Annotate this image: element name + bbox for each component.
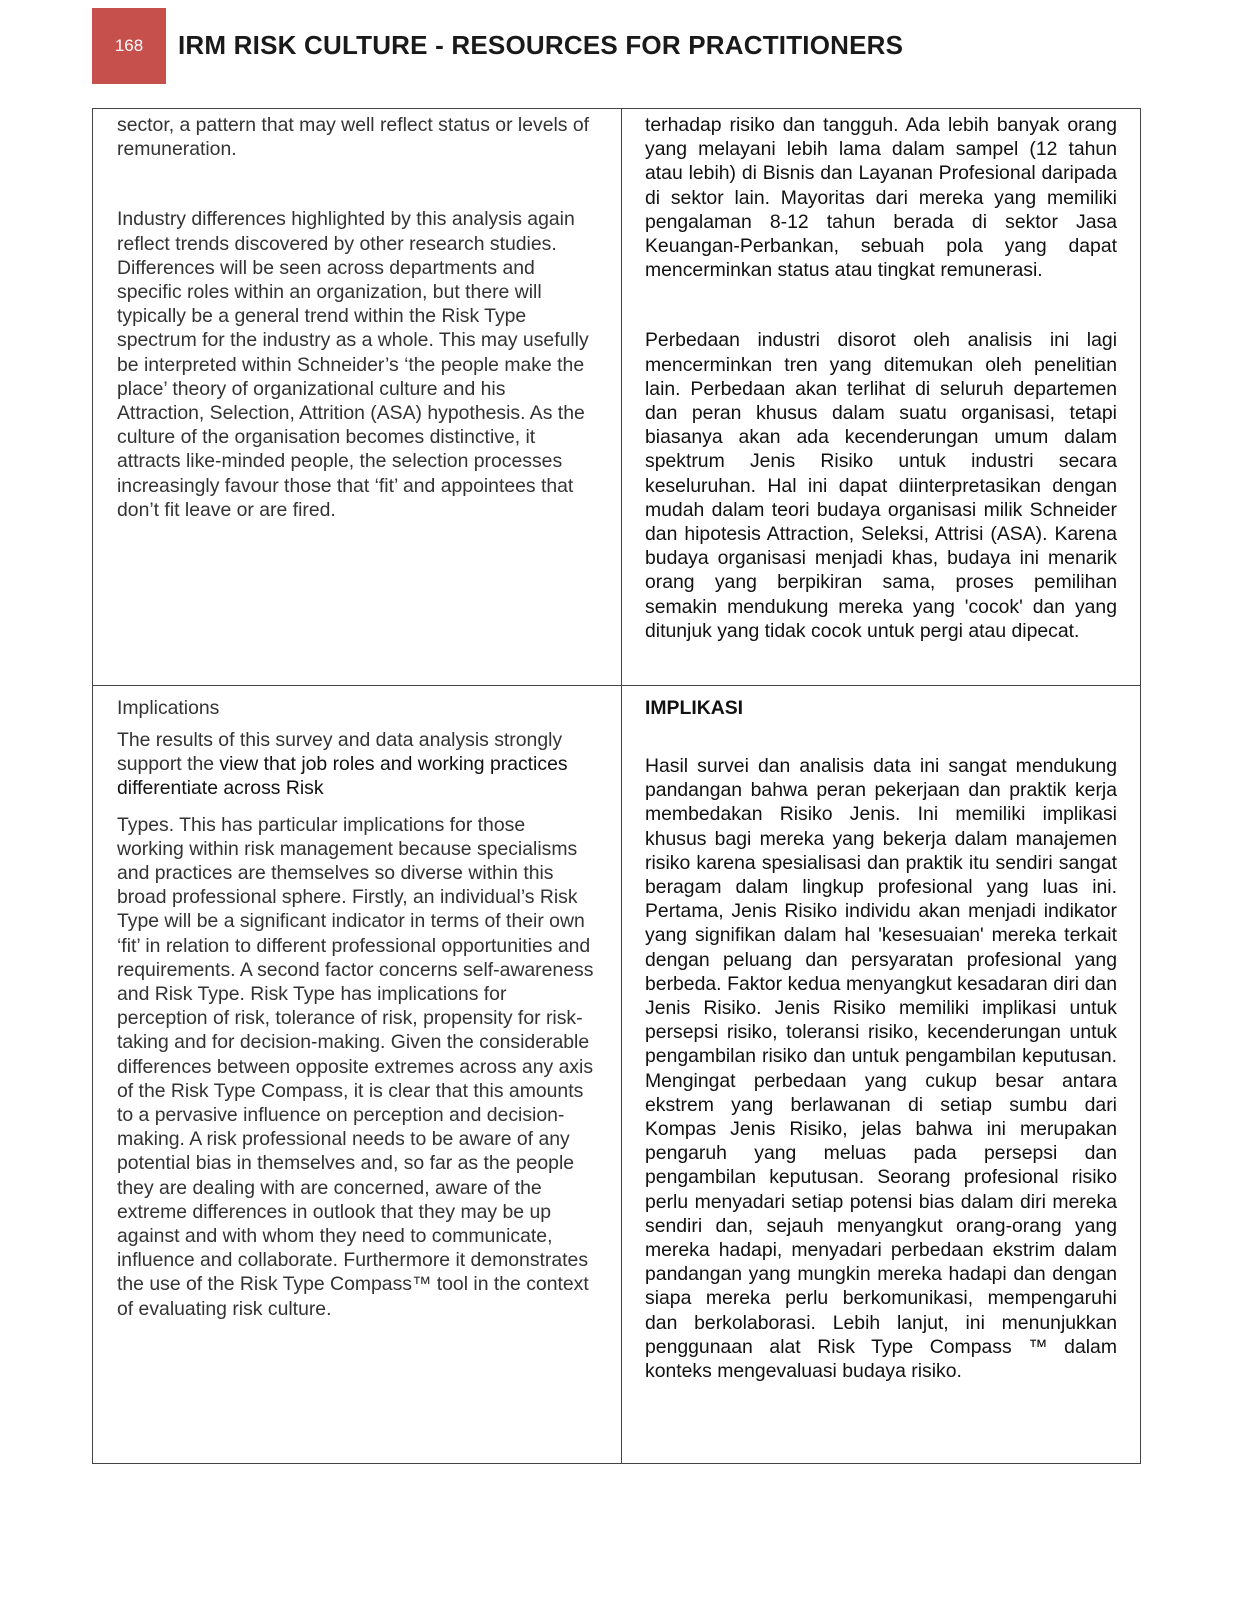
indonesian-cell [622,686,1140,1463]
indonesian-cell [622,109,1140,685]
english-emphasis-span: view that job roles and working practices differentiate across Risk [117,753,568,800]
indonesian-paragraph: Perbedaan industri disorot oleh analisis ini lagi mencerminkan tren yang ditemukan oleh penelitian lain. Perbedaan akan terlihat di seluruh departemen dan peran khusus dalam suatu organisasi, tetapi biasanya akan ada kecenderungan umum dalam spektrum Jenis Risiko untuk industri secara keseluruhan. Hal ini dapat diinterpretasikan dengan mudah dalam teori budaya organisasi milik Schneider dan hipotesis Attraction, Seleksi, Attrisi (ASA). Karena budaya organisasi menjadi khas, budaya ini menarik orang yang berpikiran sama, proses pemilihan semakin mendukung mereka yang 'cocok' dan yang ditunjuk yang tidak cocok untuk pergi atau dipecat. [645,329,1117,642]
english-paragraph: sector, a pattern that may well reflect status or levels of remuneration. [117,114,590,161]
english-text-span: The results of this survey and data analysis strongly support the [117,729,563,776]
table-row [93,109,1140,686]
english-cell [93,109,622,685]
english-cell [93,686,622,1463]
english-paragraph: Types. This has particular implications for those working within risk management because specialisms and practices are themselves so diverse within this broad professional sphere. Firstly, an individual’s Risk Type will be a significant indicator in terms of their own ‘fit’ in relation to different professional opportunities and requirements. A second factor concerns self-awareness and Risk Type. Risk Type has implications for perception of risk, tolerance of risk, propensity for risk- taking and for decision-making. Given the considerable differences between opposite extremes across any axis of the Risk Type Compass, it is clear that this amounts to a pervasive influence on perception and decision-making. A risk professional needs to be aware of any potential bias in themselves and, so far as the people they are dealing with are concerned, aware of the extreme differences in outlook that they may be up against and with whom they need to communicate, influence and collaborate. Furthermore it demonstrates the use of the Risk Type Compass™ tool in the context of evaluating risk culture. [117,813,594,1320]
page-title: IRM RISK CULTURE - RESOURCES FOR PRACTITIONERS [178,30,904,60]
english-paragraph [117,728,597,801]
translation-table [92,108,1141,1464]
section-heading-indonesian: IMPLIKASI [645,697,744,719]
english-paragraph: Industry differences highlighted by this analysis again reflect trends discovered by other research studies. Differences will be seen across departments and specific roles within an organization, but there will typically be a general trend within the Risk Type spectrum for the industry as a whole. This may usefully be interpreted within Schneider’s ‘the people make the place’ theory of organizational culture and his Attraction, Selection, Attrition (ASA) hypothesis. As the culture of the organisation becomes distinctive, it attracts like-minded people, the selection processes increasingly favour those that ‘fit’ and appointees that don’t fit leave or are fired. [117,208,589,521]
page-number: 168 [114,36,144,55]
indonesian-paragraph: Hasil survei dan analisis data ini sangat mendukung pandangan bahwa peran pekerjaan dan praktik kerja membedakan Risiko Jenis. Ini memiliki implikasi khusus bagi mereka yang bekerja dalam manajemen risiko karena spesialisasi dan praktik itu sendiri sangat beragam dalam lingkup profesional yang luas ini. Pertama, Jenis Risiko individu akan menjadi indikator yang signifikan dalam hal 'kesesuaian' mereka terkait dengan peluang dan persyaratan profesional yang berbeda. Faktor kedua menyangkut kesadaran diri dan Jenis Risiko. Jenis Risiko memiliki implikasi untuk persepsi risiko, toleransi risiko, kecenderungan untuk pengambilan risiko dan untuk pengambilan keputusan. Mengingat perbedaan yang cukup besar antara ekstrem yang berlawanan di setiap sumbu dari Kompas Jenis Risiko, jelas bahwa ini merupakan pengaruh yang meluas pada persepsi dan pengambilan keputusan. Seorang profesional risiko perlu menyadari setiap potensi bias dalam diri mereka sendiri dan, sejauh menyangkut orang-orang yang mereka hadapi, menyadari perbedaan ekstrim dalam pandangan yang mungkin mereka hadapi dan dengan siapa mereka perlu berkomunikasi, mempengaruhi dan berkolaborasi. Lebih lanjut, ini menunjukkan penggunaan alat Risk Type Compass ™ dalam konteks mengevaluasi budaya risiko. [645,755,1117,1383]
page-number-badge [92,8,166,84]
table-row [93,686,1140,1463]
section-heading-english: Implications [117,697,220,719]
indonesian-paragraph: terhadap risiko dan tangguh. Ada lebih banyak orang yang melayani lebih lama dalam sampel (12 tahun atau lebih) di Bisnis dan Layanan Profesional daripada di sektor lain. Mayoritas dari mereka yang memiliki pengalaman 8-12 tahun berada di sektor Jasa Keuangan-Perbankan, sebuah pola yang dapat mencerminkan status atau tingkat remunerasi. [645,114,1117,282]
